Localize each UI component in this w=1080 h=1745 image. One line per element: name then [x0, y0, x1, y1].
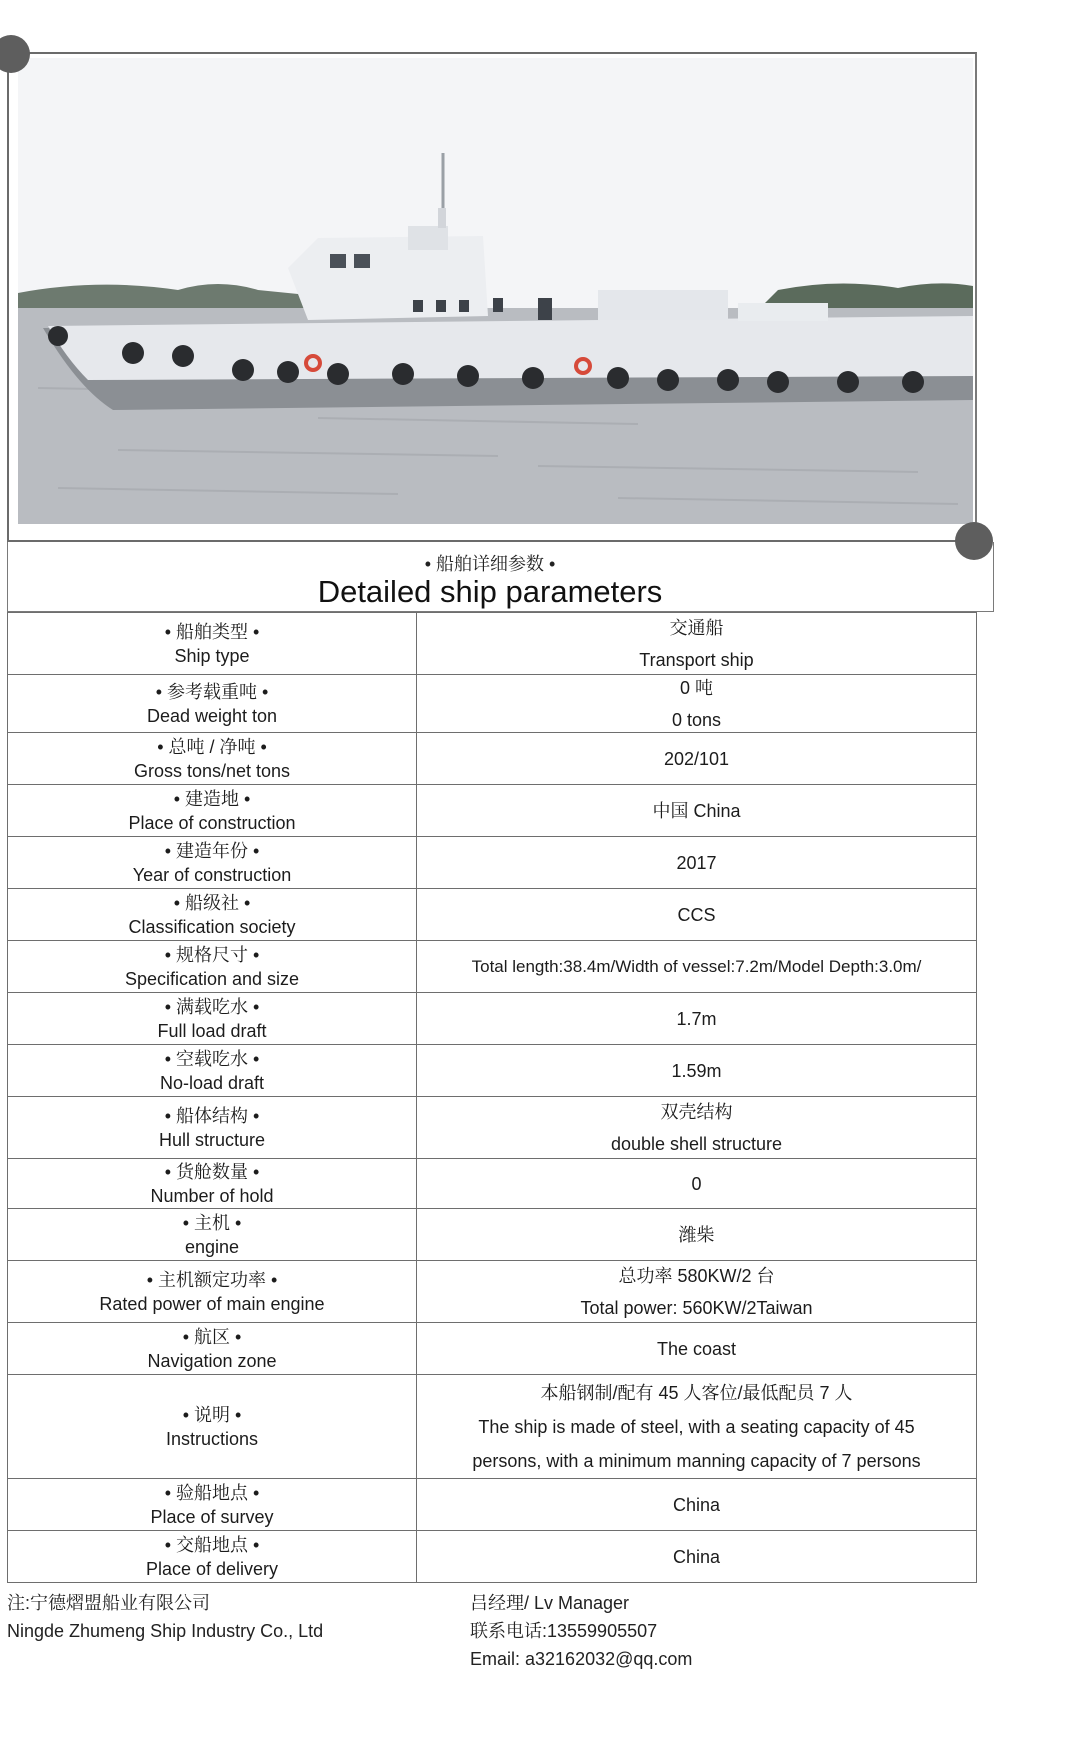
- table-row: [8, 1045, 977, 1097]
- row-label: • 说明 • Instructions: [8, 1375, 417, 1479]
- row-label: • 船舶类型 • Ship type: [8, 613, 417, 675]
- ship-photo: [18, 58, 973, 524]
- table-row: [8, 1531, 977, 1583]
- row-value: 0: [417, 1159, 977, 1209]
- company-name-cn: 注:宁德熠盟船业有限公司: [7, 1593, 210, 1613]
- table-row: [8, 1375, 977, 1479]
- row-value: The coast: [417, 1323, 977, 1375]
- row-value: 中国 China: [417, 785, 977, 837]
- company-info: [7, 1589, 323, 1645]
- row-value: China: [417, 1479, 977, 1531]
- row-value: 1.7m: [417, 993, 977, 1045]
- row-value: 双壳结构 double shell structure: [417, 1097, 977, 1159]
- table-row: [8, 1097, 977, 1159]
- table-row: [8, 837, 977, 889]
- row-label: • 建造年份 • Year of construction: [8, 837, 417, 889]
- table-row: [8, 993, 977, 1045]
- subtitle-cn: • 船舶详细参数 •: [424, 554, 556, 574]
- row-label: • 主机 • engine: [8, 1209, 417, 1261]
- row-value: China: [417, 1531, 977, 1583]
- table-row: [8, 613, 977, 675]
- page-title: Detailed ship parameters: [317, 574, 663, 609]
- row-label: • 总吨 / 净吨 • Gross tons/net tons: [8, 733, 417, 785]
- row-value: 2017: [417, 837, 977, 889]
- row-value: 潍柴: [417, 1209, 977, 1261]
- table-row: [8, 941, 977, 993]
- row-value: 202/101: [417, 733, 977, 785]
- row-label: • 满载吃水 • Full load draft: [8, 993, 417, 1045]
- row-value: 本船钢制/配有 45 人客位/最低配员 7 人 The ship is made of steel, with a seating capacity of 45 persons, with a minimum manning capacity of 7 persons: [417, 1375, 977, 1479]
- row-value: 总功率 580KW/2 台 Total power: 560KW/2Taiwan: [417, 1261, 977, 1323]
- row-value: 1.59m: [417, 1045, 977, 1097]
- ship-parameters-table: [7, 612, 977, 1583]
- row-label: • 航区 • Navigation zone: [8, 1323, 417, 1375]
- row-value: Total length:38.4m/Width of vessel:7.2m/Model Depth:3.0m/: [417, 941, 977, 993]
- row-label: • 主机额定功率 • Rated power of main engine: [8, 1261, 417, 1323]
- row-value: 0 吨 0 tons: [417, 675, 977, 733]
- row-label: • 建造地 • Place of construction: [8, 785, 417, 837]
- table-row: [8, 889, 977, 941]
- email-address[interactable]: Email: a32162032@qq.com: [470, 1649, 693, 1669]
- table-row: [8, 675, 977, 733]
- row-label: • 验船地点 • Place of survey: [8, 1479, 417, 1531]
- row-label: • 船级社 • Classification society: [8, 889, 417, 941]
- row-label: • 货舱数量 • Number of hold: [8, 1159, 417, 1209]
- table-row: [8, 1323, 977, 1375]
- row-label: • 规格尺寸 • Specification and size: [8, 941, 417, 993]
- table-row: [8, 1209, 977, 1261]
- table-row: [8, 1479, 977, 1531]
- row-label: • 船体结构 • Hull structure: [8, 1097, 417, 1159]
- manager-name: 吕经理/ Lv Manager: [470, 1593, 630, 1613]
- table-row: [8, 785, 977, 837]
- table-row: [8, 1261, 977, 1323]
- company-name-en: Ningde Zhumeng Ship Industry Co., Ltd: [7, 1621, 324, 1641]
- row-label: • 参考载重吨 • Dead weight ton: [8, 675, 417, 733]
- row-label: • 空载吃水 • No-load draft: [8, 1045, 417, 1097]
- row-value: 交通船 Transport ship: [417, 613, 977, 675]
- row-value: CCS: [417, 889, 977, 941]
- phone-number: 联系电话:13559905507: [470, 1621, 658, 1641]
- table-row: [8, 733, 977, 785]
- row-label: • 交船地点 • Place of delivery: [8, 1531, 417, 1583]
- table-row: [8, 1159, 977, 1209]
- contact-info: [470, 1589, 692, 1673]
